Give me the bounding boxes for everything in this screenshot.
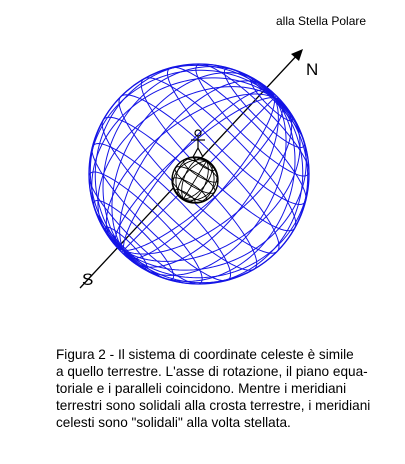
polaris-label: alla Stella Polare [276, 14, 367, 28]
caption-line: toriale e i paralleli coincidono. Mentre i meridiani [56, 381, 347, 396]
north-pole-label: N [306, 60, 319, 79]
south-pole-label: S [82, 270, 94, 289]
caption-line: celesti sono "solidali" alla volta stellata. [56, 415, 291, 430]
caption-line: terrestri sono solidali alla crosta terrestre, i meridiani [56, 398, 371, 413]
globe-icon [172, 157, 218, 203]
figure-caption [56, 346, 401, 431]
caption-line: a quello terrestre. L'asse di rotazione, il piano equa- [56, 364, 368, 379]
caption-line: Figura 2 - Il sistema di coordinate celeste è simile [56, 347, 354, 362]
